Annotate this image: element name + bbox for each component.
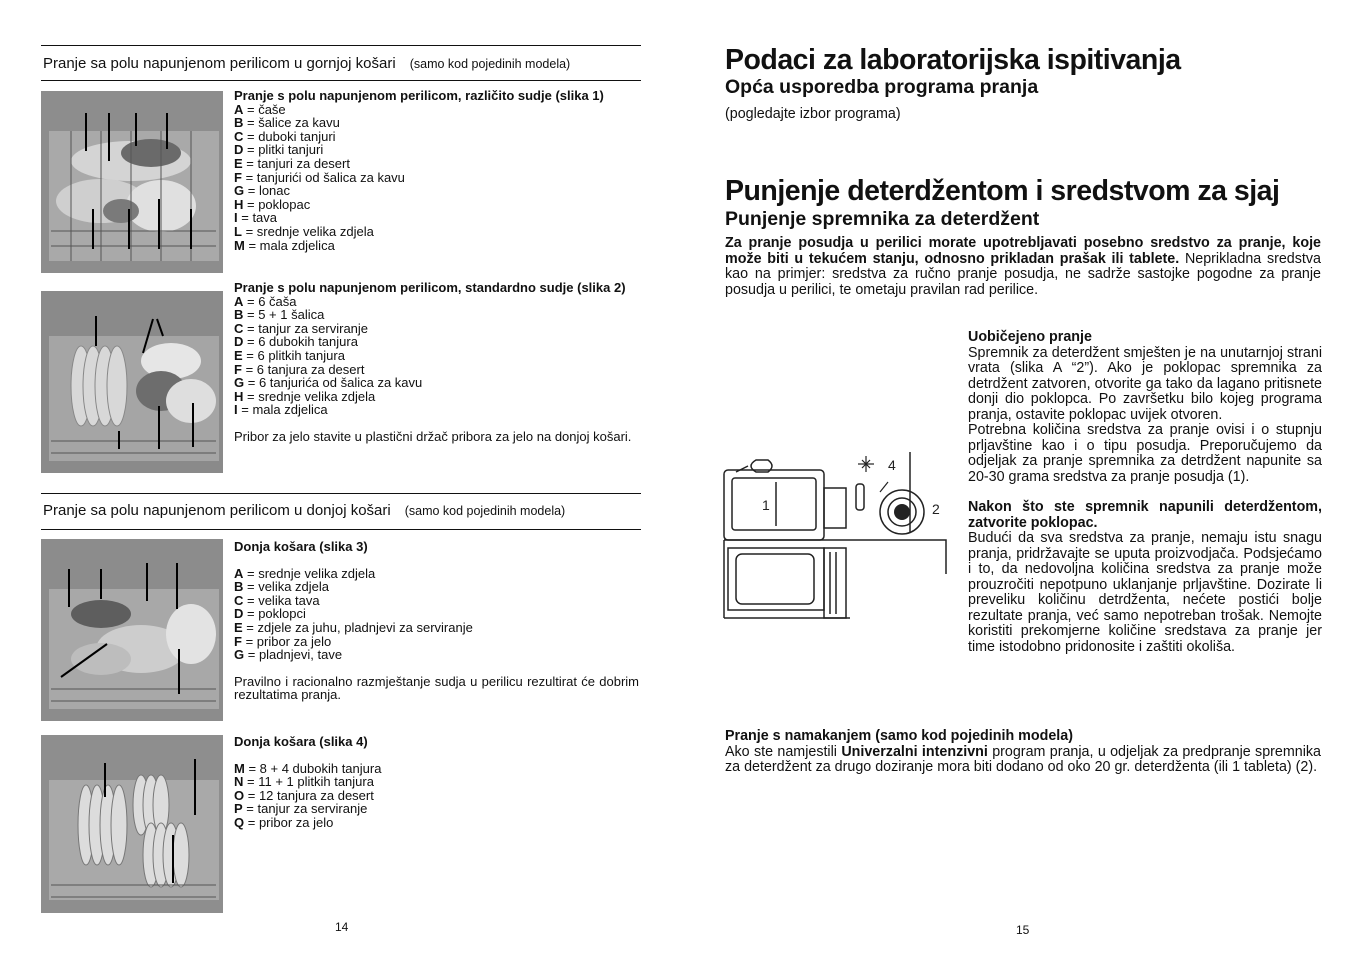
figure-1-legend	[234, 89, 639, 252]
legend-item: C = velika tava	[234, 592, 320, 608]
legend-item: G = 6 tanjurića od šalica za kavu	[234, 375, 423, 391]
figure-2-title: Pranje s polu napunjenom perilicom, standardno sudje (slika 2)	[234, 280, 626, 295]
subheading-detergent-dispenser: Punjenje spremnika za deterdžent	[725, 208, 1040, 230]
figure-3-note: Pravilno i racionalno razmještanje sudja u perilicu rezultirat će dobrim rezultatima pranja.	[234, 673, 639, 703]
legend-item: Q = pribor za jelo	[234, 814, 334, 830]
figure-2-note: Pribor za jelo stavite u plastični držač pribora za jelo na donjoj košari.	[234, 428, 632, 444]
section-rule-bottom	[41, 529, 641, 530]
section-title-lower-basket	[43, 502, 565, 519]
legend-item: H = poklopac	[234, 196, 311, 212]
figure-1-title: Pranje s polu napunjenom perilicom, različito sudje (slika 1)	[234, 88, 604, 103]
regular-wash-paragraph-1: Spremnik za deterdžent smješten je na unutarnjoj strani vrata (slika A “2”). Ako je poklopac spremnika za detrdžent zatvoren, otvorite ga tako da lagano pritisnete donji dio poklopca. Po završetku bilo kojeg programa pranja, ostavite poklopac uvijek otvoren.	[968, 344, 1322, 423]
legend-item: F = pribor za jelo	[234, 633, 332, 649]
soak-wash-section	[725, 729, 1321, 776]
soak-wash-title: Pranje s namakanjem (samo kod pojedinih modela)	[725, 728, 1073, 744]
section-note: (samo kod pojedinih modela)	[409, 57, 571, 71]
figure-3-photo	[41, 539, 223, 721]
legend-item: M = 8 + 4 dubokih tanjura	[234, 760, 382, 776]
soak-wash-paragraph: Ako ste namjestili Univerzalni intenzivni program pranja, u odjeljak za predpranje spremnika za deterdžent za drugo doziranje mora biti dodano od oko 20 gr. deterdženta (ili 1 tableta) (2).	[725, 743, 1321, 775]
diagram-label-2: 2	[932, 501, 940, 517]
legend-item: G = pladnjevi, tave	[234, 647, 343, 663]
subnote-program-selection: (pogledajte izbor programa)	[725, 106, 901, 122]
section-title-upper-basket	[43, 55, 570, 72]
legend-item: H = srednje velika zdjela	[234, 388, 376, 404]
legend-item: F = tanjurići od šalica za kavu	[234, 169, 405, 185]
legend-item: D = poklopci	[234, 606, 306, 622]
figure-3-title: Donja košara (slika 3)	[234, 539, 368, 554]
legend-item: E = tanjuri za desert	[234, 155, 350, 171]
figure-2-legend	[234, 281, 639, 444]
section-rule-top	[41, 45, 641, 46]
legend-item: B = velika zdjela	[234, 579, 330, 595]
regular-wash-paragraph-2: Potrebna količina sredstva za pranje ovisi i o stupnju prljavštine kao i o tipu posudja. Preporučujemo da odjeljak za pranje spremnika za detrdžent napunite sa 20-30 grama sredstva za pranje posudja (1).	[968, 422, 1322, 485]
diagram-label-1: 1	[762, 497, 770, 513]
figure-4-photo	[41, 735, 223, 913]
legend-item: C = tanjur za serviranje	[234, 320, 369, 336]
page-number-left: 14	[335, 920, 349, 934]
legend-item: I = mala zdjelica	[234, 402, 328, 418]
page-number-right: 15	[1016, 923, 1030, 937]
detergent-dispenser-diagram	[720, 448, 952, 623]
legend-item: C = duboki tanjuri	[234, 128, 336, 144]
after-fill-title: Nakon što ste spremnik napunili deterdžentom, zatvorite poklopac.	[968, 499, 1322, 531]
regular-wash-section	[968, 330, 1322, 655]
regular-wash-title: Uobičejeno pranje	[968, 329, 1092, 345]
legend-item: A = 6 čaša	[234, 293, 297, 309]
legend-item: D = plitki tanjuri	[234, 142, 324, 158]
legend-item: D = 6 dubokih tanjura	[234, 334, 358, 350]
legend-item: E = 6 plitkih tanjura	[234, 347, 345, 363]
section-note: (samo kod pojedinih modela)	[404, 504, 566, 518]
legend-item: P = tanjur za serviranje	[234, 801, 368, 817]
legend-item: B = šalice za kavu	[234, 115, 340, 131]
diagram-label-4: 4	[888, 457, 896, 473]
heading-detergent-filling: Punjenje deterdžentom i sredstvom za sjaj	[725, 175, 1280, 207]
legend-item: O = 12 tanjura za desert	[234, 787, 374, 803]
legend-item: A = čaše	[234, 101, 286, 117]
legend-item: I = tava	[234, 210, 278, 226]
section-rule-bottom	[41, 80, 641, 81]
legend-item: E = zdjele za juhu, pladnjevi za serviranje	[234, 619, 473, 635]
figure-4-title: Donja košara (slika 4)	[234, 734, 368, 749]
figure-4-legend	[234, 735, 639, 830]
legend-item: G = lonac	[234, 183, 291, 199]
figure-2-photo	[41, 291, 223, 473]
intro-paragraph	[725, 236, 1321, 298]
figure-3-legend	[234, 540, 639, 702]
subheading-program-comparison: Opća usporedba programa pranja	[725, 76, 1039, 98]
intro-text: Neprikladna sredstva kao na primjer: sredstva za ručno pranje posudja, ne sadrže sastojke pogodne za pranje posudja u perilici, te ometaju pravilan rad perilice.	[725, 250, 1321, 298]
legend-item: M = mala zdjelica	[234, 237, 335, 253]
legend-item: N = 11 + 1 plitkih tanjura	[234, 774, 374, 790]
legend-item: F = 6 tanjura za desert	[234, 361, 365, 377]
figure-1-photo	[41, 91, 223, 273]
section-rule-top	[41, 493, 641, 494]
heading-laboratory-tests: Podaci za laboratorijska ispitivanja	[725, 44, 1181, 76]
legend-item: B = 5 + 1 šalica	[234, 307, 325, 323]
after-fill-paragraph: Budući da sva sredstva za pranje, nemaju istu snagu pranja, pridržavajte se uputa proizvodjača. Podsjećamo i to, da nedovoljna količina sredstva za pranje može prouzročiti nepotpuno uklanjanje prljavštine. Dozirate li preveliku količinu detrdženta, nećete postići bolje rezultate pranja, već samo nepotreban trošak. Nemojte koristiti prekomjerne količine sredstava za pranje jer time istodobno pridonosite i zaštiti okoliša.	[968, 530, 1322, 655]
section-title-text: Pranje sa polu napunjenom perilicom u donjoj košari	[43, 502, 391, 519]
intro-bold-text: Za pranje posudja u perilici morate upotrebljavati posebno sredstvo za pranje, koje može biti u tekućem stanju, odnosno prikladan prašak ili tablete.	[725, 235, 1321, 267]
section-title-text: Pranje sa polu napunjenom perilicom u gornjoj košari	[43, 55, 396, 72]
legend-item: A = srednje velika zdjela	[234, 565, 376, 581]
legend-item: L = srednje velika zdjela	[234, 223, 374, 239]
